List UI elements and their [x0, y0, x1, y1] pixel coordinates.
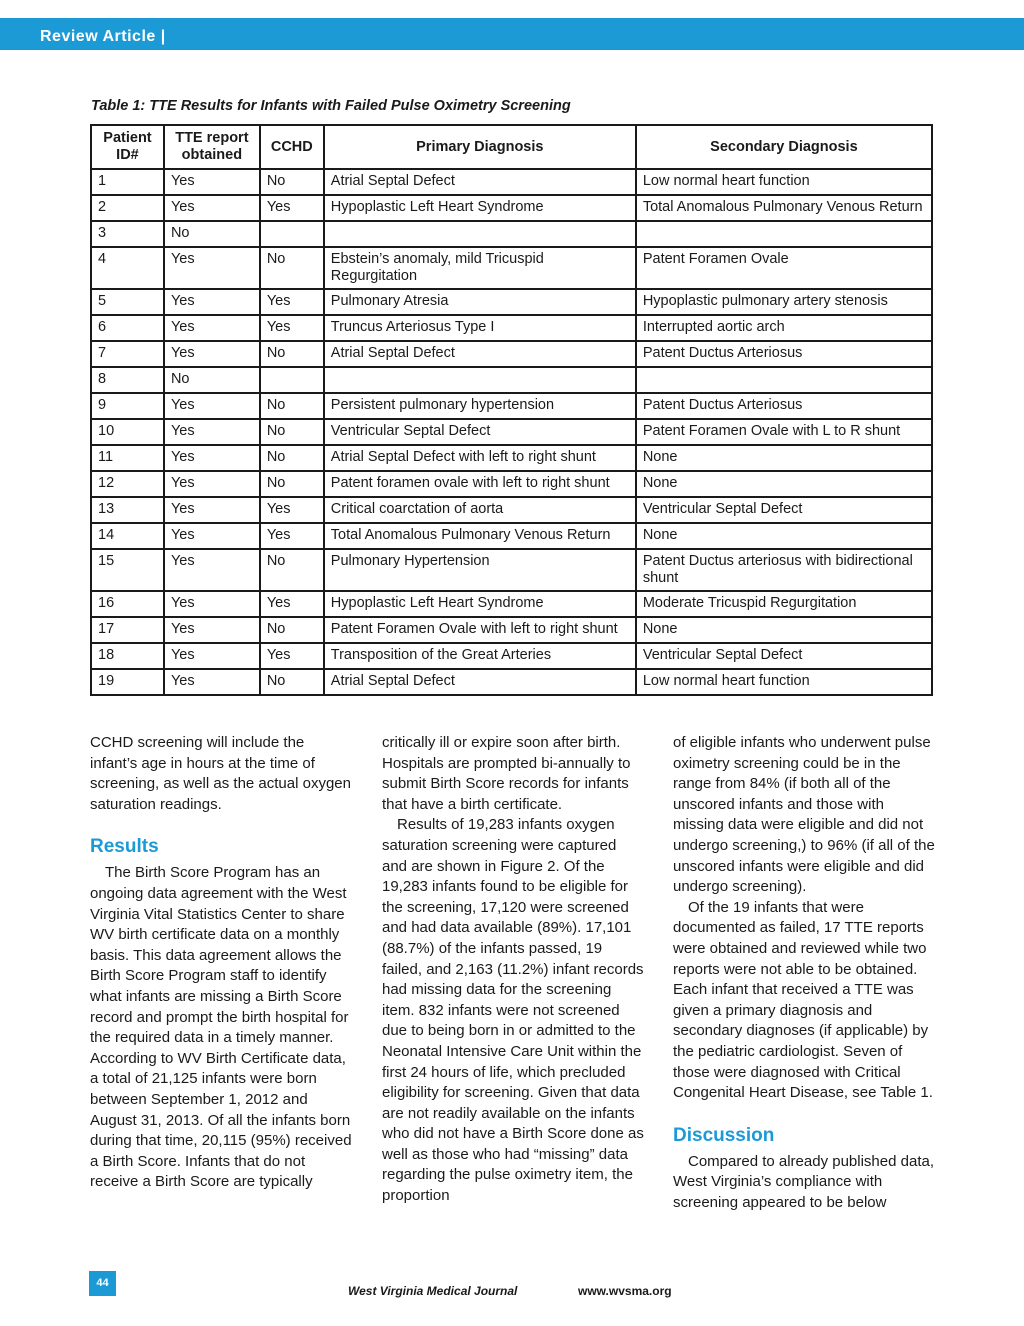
cell-secondary-diagnosis: Low normal heart function	[636, 169, 932, 195]
cell-primary-diagnosis: Persistent pulmonary hypertension	[324, 393, 636, 419]
cell-primary-diagnosis	[324, 367, 636, 393]
text-column-2	[382, 733, 644, 1207]
cell-patient-id: 16	[91, 591, 164, 617]
cell-cchd: Yes	[260, 497, 324, 523]
section-label: Review Article |	[40, 28, 166, 45]
column-header-patient-id: Patient ID#	[91, 125, 164, 169]
cell-tte-report: Yes	[164, 195, 260, 221]
cell-tte-report: Yes	[164, 497, 260, 523]
cell-primary-diagnosis: Pulmonary Hypertension	[324, 549, 636, 591]
cell-cchd: No	[260, 549, 324, 591]
tte-results-table	[90, 124, 933, 696]
cell-primary-diagnosis: Patent foramen ovale with left to right shunt	[324, 471, 636, 497]
cell-secondary-diagnosis: Total Anomalous Pulmonary Venous Return	[636, 195, 932, 221]
table-caption: Table 1: TTE Results for Infants with Failed Pulse Oximetry Screening	[91, 98, 571, 114]
paragraph: Compared to already published data, West Virginia’s compliance with screening appeared to be below	[673, 1152, 934, 1211]
cell-tte-report: Yes	[164, 169, 260, 195]
table-row	[91, 247, 932, 289]
cell-cchd: No	[260, 471, 324, 497]
cell-patient-id: 15	[91, 549, 164, 591]
column-header-cchd: CCHD	[260, 125, 324, 169]
cell-tte-report: Yes	[164, 643, 260, 669]
table-row	[91, 471, 932, 497]
cell-secondary-diagnosis: Ventricular Septal Defect	[636, 643, 932, 669]
table-row	[91, 289, 932, 315]
cell-secondary-diagnosis: Moderate Tricuspid Regurgitation	[636, 591, 932, 617]
page-number: 44	[89, 1271, 116, 1296]
cell-tte-report: Yes	[164, 617, 260, 643]
cell-cchd: No	[260, 617, 324, 643]
footer-journal-name: West Virginia Medical Journal	[348, 1284, 518, 1298]
cell-secondary-diagnosis: Patent Ductus Arteriosus	[636, 393, 932, 419]
cell-cchd: Yes	[260, 195, 324, 221]
cell-secondary-diagnosis: Low normal heart function	[636, 669, 932, 695]
cell-secondary-diagnosis: Patent Ductus arteriosus with bidirectional shunt	[636, 549, 932, 591]
cell-primary-diagnosis: Transposition of the Great Arteries	[324, 643, 636, 669]
cell-patient-id: 19	[91, 669, 164, 695]
table-row	[91, 497, 932, 523]
cell-primary-diagnosis: Atrial Septal Defect	[324, 669, 636, 695]
table-row	[91, 643, 932, 669]
table-row	[91, 195, 932, 221]
cell-patient-id: 12	[91, 471, 164, 497]
table-row	[91, 523, 932, 549]
cell-patient-id: 9	[91, 393, 164, 419]
cell-tte-report: Yes	[164, 445, 260, 471]
cell-cchd: No	[260, 669, 324, 695]
cell-tte-report: Yes	[164, 393, 260, 419]
table-body	[91, 169, 932, 695]
cell-patient-id: 1	[91, 169, 164, 195]
cell-patient-id: 17	[91, 617, 164, 643]
cell-tte-report: Yes	[164, 315, 260, 341]
cell-cchd: No	[260, 169, 324, 195]
cell-cchd: No	[260, 393, 324, 419]
cell-secondary-diagnosis	[636, 367, 932, 393]
table-row	[91, 221, 932, 247]
cell-secondary-diagnosis	[636, 221, 932, 247]
column-header-primary-diagnosis: Primary Diagnosis	[324, 125, 636, 169]
cell-primary-diagnosis	[324, 221, 636, 247]
table-row	[91, 669, 932, 695]
cell-tte-report: Yes	[164, 471, 260, 497]
footer-url: www.wvsma.org	[578, 1284, 672, 1298]
cell-primary-diagnosis: Pulmonary Atresia	[324, 289, 636, 315]
cell-primary-diagnosis: Atrial Septal Defect with left to right shunt	[324, 445, 636, 471]
cell-primary-diagnosis: Patent Foramen Ovale with left to right shunt	[324, 617, 636, 643]
cell-secondary-diagnosis: None	[636, 617, 932, 643]
cell-cchd	[260, 221, 324, 247]
table-row	[91, 169, 932, 195]
cell-cchd: No	[260, 247, 324, 289]
column-header-secondary-diagnosis: Secondary Diagnosis	[636, 125, 932, 169]
paragraph: of eligible infants who underwent pulse oximetry screening could be in the range from 84% (if both all of the unscored infants and those with missing data were eligible and did not undergo screening,) to 96% (if all of the unscored infants were eligible and did undergo screening).	[673, 734, 935, 896]
cell-tte-report: Yes	[164, 549, 260, 591]
cell-secondary-diagnosis: None	[636, 445, 932, 471]
cell-secondary-diagnosis: None	[636, 471, 932, 497]
cell-secondary-diagnosis: Patent Foramen Ovale with L to R shunt	[636, 419, 932, 445]
discussion-heading: Discussion	[673, 1124, 775, 1146]
table-row	[91, 393, 932, 419]
cell-patient-id: 7	[91, 341, 164, 367]
table-row	[91, 445, 932, 471]
cell-tte-report: No	[164, 367, 260, 393]
cell-tte-report: Yes	[164, 289, 260, 315]
paragraph: critically ill or expire soon after birth. Hospitals are prompted bi-annually to submit Birth Score records for infants that have a birth certificate.	[382, 734, 631, 813]
cell-tte-report: Yes	[164, 341, 260, 367]
table-row	[91, 617, 932, 643]
table-row	[91, 315, 932, 341]
cell-primary-diagnosis: Hypoplastic Left Heart Syndrome	[324, 591, 636, 617]
cell-patient-id: 5	[91, 289, 164, 315]
cell-primary-diagnosis: Atrial Septal Defect	[324, 341, 636, 367]
cell-patient-id: 10	[91, 419, 164, 445]
cell-tte-report: No	[164, 221, 260, 247]
cell-primary-diagnosis: Atrial Septal Defect	[324, 169, 636, 195]
table-row	[91, 549, 932, 591]
section-banner	[0, 18, 1024, 50]
cell-primary-diagnosis: Critical coarctation of aorta	[324, 497, 636, 523]
table-row	[91, 591, 932, 617]
cell-secondary-diagnosis: Interrupted aortic arch	[636, 315, 932, 341]
text-column-3	[673, 733, 935, 1213]
cell-patient-id: 14	[91, 523, 164, 549]
cell-cchd: Yes	[260, 643, 324, 669]
cell-cchd: Yes	[260, 315, 324, 341]
cell-secondary-diagnosis: None	[636, 523, 932, 549]
cell-tte-report: Yes	[164, 419, 260, 445]
cell-patient-id: 13	[91, 497, 164, 523]
cell-patient-id: 11	[91, 445, 164, 471]
cell-cchd	[260, 367, 324, 393]
paragraph: CCHD screening will include the infant’s age in hours at the time of screening, as well as the actual oxygen saturation readings.	[90, 734, 351, 813]
cell-secondary-diagnosis: Patent Foramen Ovale	[636, 247, 932, 289]
cell-tte-report: Yes	[164, 591, 260, 617]
cell-cchd: No	[260, 419, 324, 445]
results-heading: Results	[90, 836, 159, 858]
cell-secondary-diagnosis: Hypoplastic pulmonary artery stenosis	[636, 289, 932, 315]
paragraph: The Birth Score Program has an ongoing data agreement with the West Virginia Vital Statistics Center to share WV birth certificate data on a monthly basis. This data agreement allows the Birth Score Program staff to identify what infants are missing a Birth Score record and prompt the birth hospital for the required data in a timely manner. According to WV Birth Certificate data, a total of 21,125 infants were born between September 1, 2012 and August 31, 2013. Of all the infants born during that time, 20,115 (95%) received a Birth Score. Infants that do not receive a Birth Score are typically	[90, 864, 352, 1191]
cell-cchd: Yes	[260, 289, 324, 315]
cell-primary-diagnosis: Total Anomalous Pulmonary Venous Return	[324, 523, 636, 549]
table-row	[91, 419, 932, 445]
column-header-tte-report: TTE report obtained	[164, 125, 260, 169]
cell-secondary-diagnosis: Patent Ductus Arteriosus	[636, 341, 932, 367]
cell-cchd: No	[260, 445, 324, 471]
cell-cchd: Yes	[260, 591, 324, 617]
cell-tte-report: Yes	[164, 247, 260, 289]
table-header-row	[91, 125, 932, 169]
table-row	[91, 367, 932, 393]
table-row	[91, 341, 932, 367]
cell-tte-report: Yes	[164, 523, 260, 549]
cell-secondary-diagnosis: Ventricular Septal Defect	[636, 497, 932, 523]
text-column-1	[90, 733, 352, 1193]
cell-cchd: Yes	[260, 523, 324, 549]
cell-patient-id: 4	[91, 247, 164, 289]
cell-patient-id: 18	[91, 643, 164, 669]
paragraph: Results of 19,283 infants oxygen saturation screening were captured and are shown in Figure 2. Of the 19,283 infants found to be eligible for the screening, 17,120 were screened and had data available (89%). 17,101 (88.7%) of the infants passed, 19 failed, and 2,163 (11.2%) infant records had missing data for the screening item. 832 infants were not screened due to being born in or admitted to the Neonatal Intensive Care Unit within the first 24 hours of life, which precluded eligibility for screening. Given that data are not readily available on the infants who did not have a Birth Score done as well as those who had “missing” data regarding the pulse oximetry item, the proportion	[382, 816, 644, 1205]
cell-patient-id: 3	[91, 221, 164, 247]
cell-primary-diagnosis: Ventricular Septal Defect	[324, 419, 636, 445]
cell-primary-diagnosis: Hypoplastic Left Heart Syndrome	[324, 195, 636, 221]
cell-tte-report: Yes	[164, 669, 260, 695]
cell-primary-diagnosis: Truncus Arteriosus Type I	[324, 315, 636, 341]
cell-primary-diagnosis: Ebstein’s anomaly, mild Tricuspid Regurgitation	[324, 247, 636, 289]
cell-cchd: No	[260, 341, 324, 367]
cell-patient-id: 2	[91, 195, 164, 221]
cell-patient-id: 8	[91, 367, 164, 393]
paragraph: Of the 19 infants that were documented as failed, 17 TTE reports were obtained and reviewed while two reports were not able to be obtained. Each infant that received a TTE was given a primary diagnosis and secondary diagnoses (if applicable) by the pediatric cardiologist. Seven of those were diagnosed with Critical Congenital Heart Disease, see Table 1.	[673, 898, 933, 1102]
cell-patient-id: 6	[91, 315, 164, 341]
